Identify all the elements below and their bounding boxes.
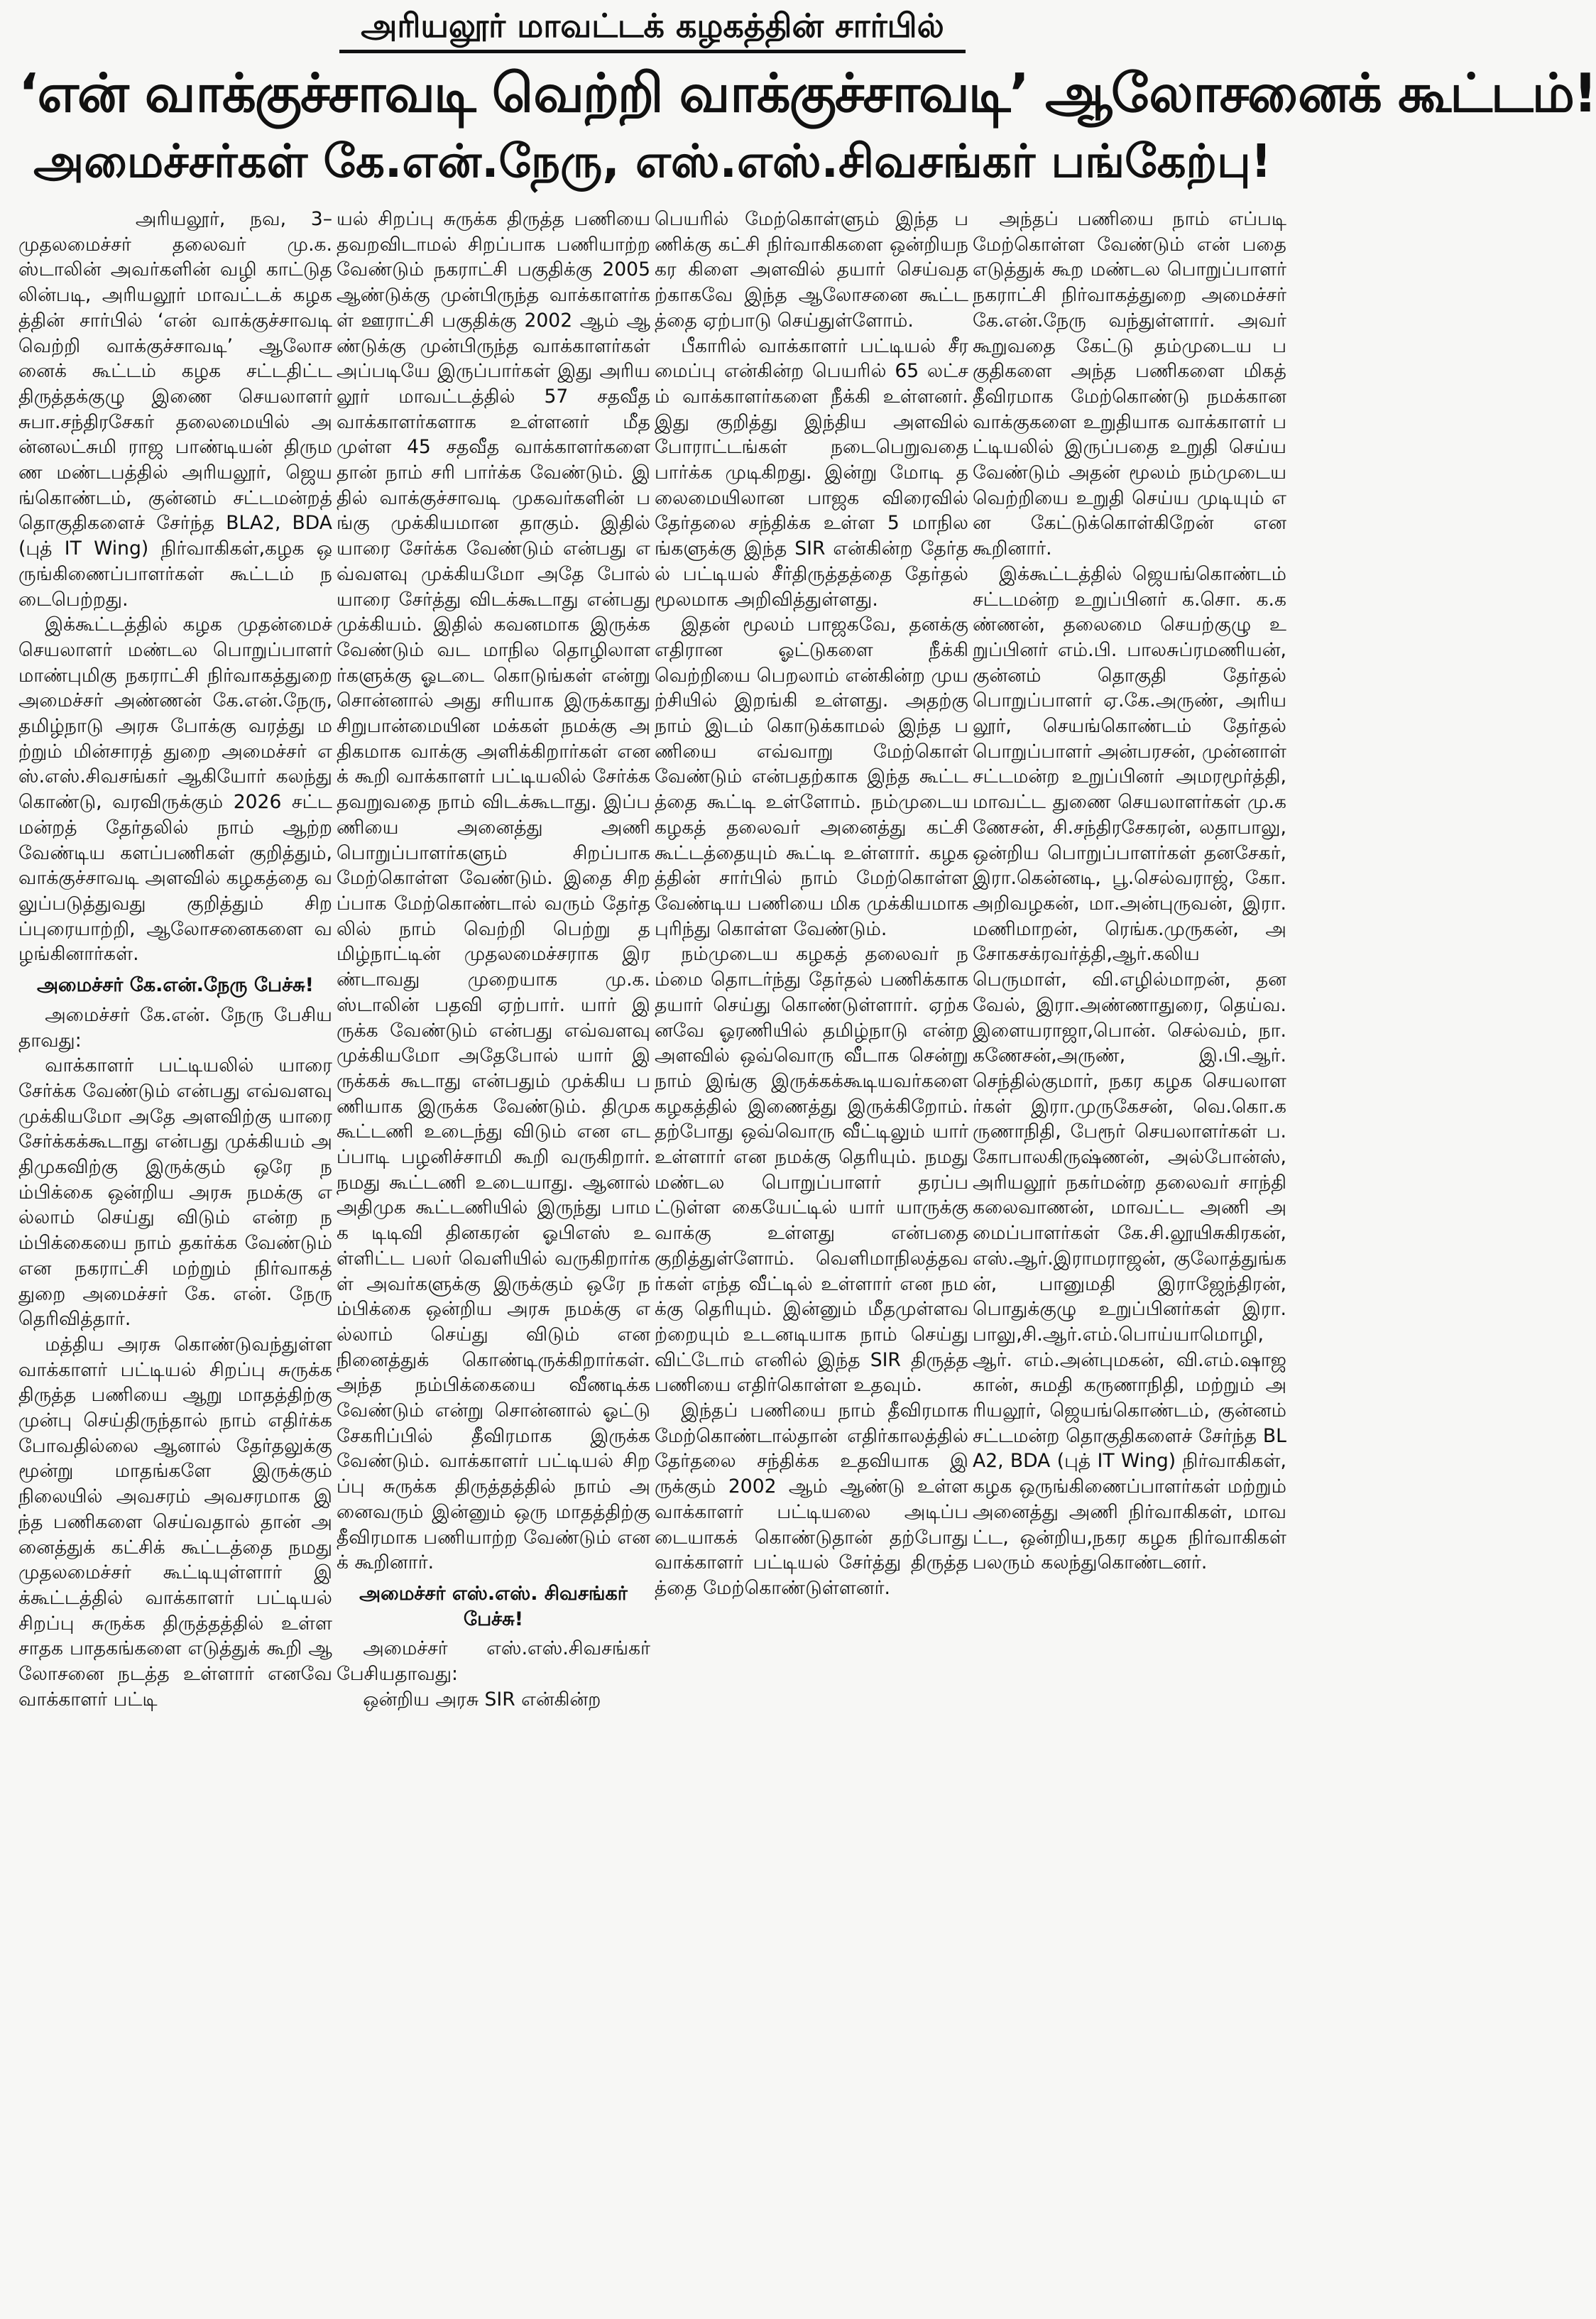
paragraph: இக்கூட்டத்தில் ஜெயங்கொண்டம் சட்டமன்ற உறுப்பினர் க.சொ. க.கண்ணன், தலைமை செயற்குழு உறுப்பினர் எம்.பி. பாலசுப்ரமணியன், குன்னம் தொகுதி தேர்தல் பொறுப்பாளர் ஏ.கே.அருண், அரியலூர், செயங்கொண்டம் தேர்தல் பொறுப்பாளர் அன்பரசன், முன்னாள் சட்டமன்ற உறுப்பினர் அமரமூர்த்தி, மாவட்ட துணை செயலாளர்கள் மு.கணேசன், சி.சந்திரசேகரன், லதாபாலு, ஒன்றிய பொறுப்பாளர்கள் தனசேகர், இரா.கென்னடி, பூ.செல்வராஜ், கோ.அறிவழகன், மா.அன்புருவன், இரா.மணிமாறன், ரெங்க.முருகன், அசோகசக்ரவர்த்தி,ஆர்.கலியபெருமாள், வி.எழில்மாறன், தனவேல், இரா.அண்ணாதுரை, தெய்வ. இளையராஜா,பொன். செல்வம், நா.கணேசன்,அருண், இ.பி.ஆர்.செந்தில்குமார், நகர கழக செயலாளர்கள் இரா.முருகேசன், வெ.கொ.கருணாநிதி, பேரூர் செயலாளர்கள் ப.கோபாலகிருஷ்ணன், அல்போன்ஸ், அரியலூர் நகர்மன்ற தலைவர் சாந்தி கலைவாணன், மாவட்ட அணி அமைப்பாளர்கள் கே.சி.லூயிசுகிரகன், எஸ்.ஆர்.இராமராஜன், குலோத்துங்கன், பானுமதி இராஜேந்திரன், பொதுக்குழு உறுப்பினர்கள் இரா.பாலு,சி.ஆர்.எம்.பொய்யாமொழி, ஆர். எம்.அன்புமகன், வி.எம்.ஷாஜகான், சுமதி கருணாநிதி, மற்றும் அரியலூர், ஜெயங்கொண்டம், குன்னம் சட்டமன்ற தொகுதிகளைச் சேர்ந்த BLA2, BDA (புத் IT Wing) நிர்வாகிகள்,கழக ஒருங்கிணைப்பாளர்கள் மற்றும் அனைத்து அணி நிர்வாகிகள், மாவட்ட, ஒன்றிய,நகர கழக நிர்வாகிகள் பலரும் கலந்துகொண்டனர். bbox=[973, 562, 1286, 1574]
kicker: அரியலூர் மாவட்டக் கழகத்தின் சார்பில் bbox=[339, 4, 966, 53]
paragraph: பெயரில் மேற்கொள்ளும் இந்த பணிக்கு கட்சி நிர்வாகிகளை ஒன்றியநகர கிளை அளவில் தயார் செய்வதற்காகவே இந்த ஆலோசனை கூட்டத்தை ஏற்பாடு செய்துள்ளோம். bbox=[655, 208, 968, 332]
column-3 bbox=[655, 207, 968, 2308]
column-2 bbox=[337, 207, 650, 2308]
section-heading: அமைச்சர் கே.என்.நேரு பேச்சு! bbox=[37, 974, 314, 997]
paragraph: இதன் மூலம் பாஜகவே, தனக்கு எதிரான ஓட்டுகளை நீக்கி வெற்றியை பெறலாம் என்கின்ற முயற்சியில் இறங்கி உள்ளது. அதற்கு நாம் இடம் கொடுக்காமல் இந்த பணியை எவ்வாறு மேற்கொள் வேண்டும் என்பதற்காக இந்த கூட்டத்தை கூட்டி உள்ளோம். நம்முடைய கழகத் தலைவர் அனைத்து கட்சி கூட்டத்தையும் கூட்டி உள்ளார். கழகத்தின் சார்பில் நாம் மேற்கொள்ள வேண்டிய பணியை மிக முக்கியமாக புரிந்து கொள்ள வேண்டும். bbox=[655, 613, 968, 940]
paragraph: அந்தப் பணியை நாம் எப்படி மேற்கொள்ள வேண்டும் என் பதை எடுத்துக் கூற மண்டல பொறுப்பாளர் நகராட்சி நிர்வாகத்துறை அமைச்சர் கே.என்.நேரு வந்துள்ளார். அவர் கூறுவதை கேட்டு தம்முடைய பகுதிகளை அந்த பணிகளை மிகத் தீவிரமாக மேற்கொண்டு நமக்கான வாக்குகளை உறுதியாக வாக்காளர் பட்டியலில் இருப்பதை உறுதி செய்ய வேண்டும் அதன் மூலம் நம்முடைய வெற்றியை உறுதி செய்ய முடியும் என கேட்டுக்கொள்கிறேன் என கூறினார். bbox=[973, 208, 1286, 560]
article-columns bbox=[18, 207, 1286, 2308]
kicker-wrap bbox=[18, 0, 1286, 53]
paragraph: அரியலூர், நவ, 3– முதலமைச்சர் தலைவர் மு.க.ஸ்டாலின் அவர்களின் வழி காட்டுதலின்படி, அரியலூர் மாவட்டக் கழகத்தின் சார்பில் ‘என் வாக்குச்சாவடி வெற்றி வாக்குச்சாவடி’ ஆலோசனைக் கூட்டம் கழக சட்டதிட்ட திருத்தக்குழு இணை செயலாளர் சுபா.சந்திரசேகர் தலைமையில் அன்னலட்சுமி ராஜ பாண்டியன் திருமண மண்டபத்தில் அரியலூர், ஜெயங்கொண்டம், குன்னம் சட்டமன்றத் தொகுதிகளைச் சேர்ந்த BLA2, BDA (புத் IT Wing) நிர்வாகிகள்,கழக ஒருங்கிணைப்பாளர்கள் கூட்டம் நடைபெற்றது. bbox=[18, 208, 332, 611]
paragraph: நம்முடைய கழகத் தலைவர் நம்மை தொடர்ந்து தேர்தல் பணிக்காக தயார் செய்து கொண்டுள்ளார். ஏற்கனவே ஓரணியில் தமிழ்நாடு என்ற அளவில் ஒவ்வொரு வீடாக சென்று நாம் இங்கு இருக்கக்கூடியவர்களை கழகத்தில் இணைத்து இருக்கிறோம். தற்போது ஒவ்வொரு வீட்டிலும் யார் உள்ளார் என நமக்கு தெரியும். நமது மண்டல பொறுப்பாளர் தரப்பட்டுள்ள கையேட்டில் யார் யாருக்கு வாக்கு உள்ளது என்பதை குறித்துள்ளோம். வெளிமாநிலத்தவர்கள் எந்த வீட்டில் உள்ளார் என நமக்கு தெரியும். இன்னும் மீதமுள்ளவற்றையும் உடனடியாக நாம் செய்து விட்டோம் எனில் இந்த SIR திருத்த பணியை எதிர்கொள்ள உதவும். bbox=[655, 943, 968, 1397]
paragraph: அமைச்சர் எஸ்.எஸ்.சிவசங்கர் பேசியதாவது: bbox=[337, 1637, 650, 1686]
paragraph: ஒன்றிய அரசு SIR என்கின்ற bbox=[363, 1688, 601, 1710]
paragraph: யல் சிறப்பு சுருக்க திருத்த பணியை தவறவிடாமல் சிறப்பாக பணியாற்ற வேண்டும் நகராட்சி பகுதிக்கு 2005 ஆண்டுக்கு முன்பிருந்த வாக்காளர்கள் ஊராட்சி பகுதிக்கு 2002 ஆம் ஆண்டுக்கு முன்பிருந்த வாக்காளர்கள் அப்படியே இருப்பார்கள் இது அரியலூர் மாவட்டத்தில் 57 சதவீத வாக்காளர்களாக உள்ளனர் மீதமுள்ள 45 சதவீத வாக்காளர்களை தான் நாம் சரி பார்க்க வேண்டும். இதில் வாக்குச்சாவடி முகவர்களின் பங்கு முக்கியமான தாகும். இதில் யாரை சேர்க்க வேண்டும் என்பது எவ்வளவு முக்கியமோ அதே போல் யாரை சேர்த்து விடக்கூடாது என்பது முக்கியம். இதில் கவனமாக இருக்க வேண்டும் வட மாநில தொழிலாளர்களுக்கு ஓடடை கொடுங்கள் என்று சொன்னால் அது சரியாக இருக்காது சிறுபான்மையின மக்கள் நமக்கு அதிகமாக வாக்கு அளிக்கிறார்கள் எனக் கூறி வாக்காளர் பட்டியலில் சேர்க்க தவறுவதை நாம் விடக்கூடாது. இப்பணியை அனைத்து அணி பொறுப்பாளர்களும் சிறப்பாக மேற்கொள்ள வேண்டும். இதை சிறப்பாக மேற்கொண்டால் வரும் தேர்தலில் நாம் வெற்றி பெற்று தமிழ்நாட்டின் முதலமைச்சராக இரண்டாவது முறையாக மு.க. ஸ்டாலின் பதவி ஏற்பார். யார் இருக்க வேண்டும் என்பது எவ்வளவு முக்கியமோ அதேபோல் யார் இருக்கக் கூடாது என்பதும் முக்கிய பணியாக இருக்க வேண்டும். திமுக கூட்டணி உடைந்து விடும் என எடப்பாடி பழனிச்சாமி கூறி வருகிறார். நமது கூட்டணி உடையாது. ஆனால் அதிமுக கூட்டணியில் இருந்து பாமக டிடிவி தினகரன் ஓபிஎஸ் உள்ளிட்ட பலர் வெளியில் வருகிறார்கள் அவர்களுக்கு இருக்கும் ஒரே நம்பிக்கை ஒன்றிய அரசு நமக்கு எல்லாம் செய்து விடும் என நினைத்துக் கொண்டிருக்கிறார்கள். அந்த நம்பிக்கையை வீணடிக்க வேண்டும் என்று சொன்னால் ஓட்டு சேகரிப்பில் தீவிரமாக இருக்க வேண்டும். வாக்காளர் பட்டியல் சிறப்பு சுருக்க திருத்தத்தில் நாம் அனைவரும் இன்னும் ஒரு மாதத்திற்கு தீவிரமாக பணியாற்ற வேண்டும் எனக் கூறினார். bbox=[337, 208, 650, 1574]
paragraph: இக்கூட்டத்தில் கழக முதன்மைச் செயலாளர் மண்டல பொறுப்பாளர் மாண்புமிகு நகராட்சி நிர்வாகத்துறை அமைச்சர் அண்ணன் கே.என்.நேரு, தமிழ்நாடு அரசு போக்கு வரத்து மற்றும் மின்சாரத் துறை அமைச்சர் எஸ்.எஸ்.சிவசங்கர் ஆகியோர் கலந்து கொண்டு, வரவிருக்கும் 2026 சட்டமன்றத் தேர்தலில் நாம் ஆற்ற வேண்டிய களப்பணிகள் குறித்தும், வாக்குச்சாவடி அளவில் கழகத்தை வலுப்படுத்துவது குறித்தும் சிறப்புரையாற்றி, ஆலோசனைகளை வழங்கினார்கள். bbox=[18, 613, 332, 966]
column-4 bbox=[973, 207, 1286, 2308]
column-1 bbox=[18, 207, 332, 2308]
paragraph: பீகாரில் வாக்காளர் பட்டியல் சீரமைப்பு என்கின்ற பெயரில் 65 லட்சம் வாக்காளர்களை நீக்கி உள்ளனர். இது குறித்து இந்திய அளவில் போராட்டங்கள் நடைபெறுவதை பார்க்க முடிகிறது. இன்று மோடி தலைமையிலான பாஜக விரைவில் தேர்தலை சந்திக்க உள்ள 5 மாநிலங்களுக்கு இந்த SIR என்கின்ற தேர்தல் பட்டியல் சீர்திருத்தத்தை தேர்தல் மூலமாக அறிவித்துள்ளது. bbox=[655, 334, 968, 611]
paragraph: மத்திய அரசு கொண்டுவந்துள்ள வாக்காளர் பட்டியல் சிறப்பு சுருக்க திருத்த பணியை ஆறு மாதத்திற்கு முன்பு செய்திருந்தால் நாம் எதிர்க்க போவதில்லை ஆனால் தேர்தலுக்கு மூன்று மாதங்களே இருக்கும் நிலையில் அவசரம் அவசரமாக இந்த பணிகளை செய்வதால் தான் அனைத்துக் கட்சிக் கூட்டத்தை நமது முதலமைச்சர் கூட்டியுள்ளார் இக்கூட்டத்தில் வாக்காளர் பட்டியல் சிறப்பு சுருக்க திருத்தத்தில் உள்ள சாதக பாதகங்களை எடுத்துக் கூறி ஆலோசனை நடத்த உள்ளார் எனவே வாக்காளர் பட்டி bbox=[18, 1333, 332, 1710]
section-heading: அமைச்சர் எஸ்.எஸ். சிவசங்கர் பேச்சு! bbox=[359, 1582, 628, 1630]
headline: ‘என் வாக்குச்சாவடி வெற்றி வாக்குச்சாவடி’ ஆலோசனைக் கூட்டம்! bbox=[18, 62, 1596, 124]
subheadline: அமைச்சர்கள் கே.என்.நேரு, எஸ்.எஸ்.சிவசங்கர் பங்கேற்பு! bbox=[33, 136, 1272, 188]
paragraph: அமைச்சர் கே.என். நேரு பேசியதாவது: bbox=[18, 1003, 332, 1052]
paragraph: இந்தப் பணியை நாம் தீவிரமாக மேற்கொண்டால்தான் எதிர்காலத்தில் தேர்தலை சந்திக்க உதவியாக இருக்கும் 2002 ஆம் ஆண்டு உள்ள வாக்காளர் பட்டியலை அடிப்படையாகக் கொண்டுதான் தற்போது வாக்காளர் பட்டியல் சேர்த்து திருத்தத்தை மேற்கொண்டுள்ளனர். bbox=[655, 1399, 968, 1599]
paragraph: வாக்காளர் பட்டியலில் யாரை சேர்க்க வேண்டும் என்பது எவ்வளவு முக்கியமோ அதே அளவிற்கு யாரை சேர்க்கக்கூடாது என்பது முக்கியம் அதிமுகவிற்கு இருக்கும் ஒரே நம்பிக்கை ஒன்றிய அரசு நமக்கு எல்லாம் செய்து விடும் என்ற நம்பிக்கையை நாம் தகர்க்க வேண்டும் என நகராட்சி மற்றும் நிர்வாகத் துறை அமைச்சர் கே. என். நேரு தெரிவித்தார். bbox=[18, 1054, 332, 1331]
